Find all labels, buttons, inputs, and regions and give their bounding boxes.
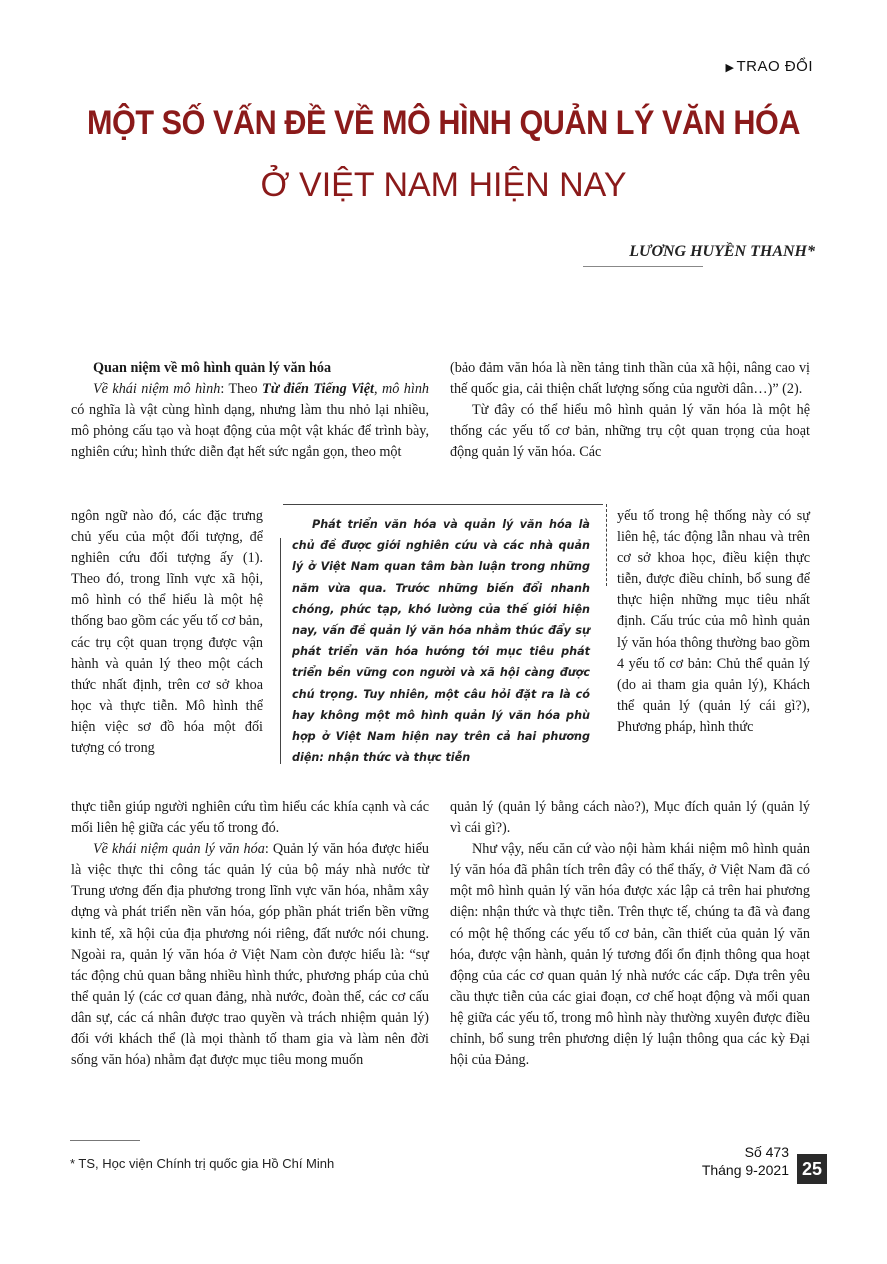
pull-quote-text: Phát triển văn hóa và quản lý văn hóa là chủ đề được giới nghiên cứu và các nhà quản lý ở Việt Nam quan tâm bàn luận trong những năm vừa qua. Trước những biến đổi nhanh chóng, phức tạp, khó lường của thế giới hiện nay, vấn đề quản lý văn hóa nhằm thúc đẩy sự phát triển văn hóa hướng tới mục tiêu phát triển bền vững con người và xã hội càng được chú trọng. Tuy nhiên, một câu hỏi đặt ra là có hay không một mô hình quản lý văn hóa phù hợp ở Việt Nam hiện nay trên cả hai phương diện: nhận thức và thực tiễn <box>292 518 590 765</box>
issue-number: Số 473 <box>744 1144 789 1160</box>
section-mark-icon: ▶ <box>725 62 735 74</box>
lead-model-concept: Về khái niệm mô hình <box>93 381 221 398</box>
paragraph-conclusion: Như vậy, nếu căn cứ vào nội hàm khái niệm mô hình quản lý văn hóa đã phân tích trên đây có thể thấy, ở Việt Nam đã có một mô hình quản lý văn hóa được xác lập cả trên hai phương diện: nhận thức và thực tiễn. Trên thực tế, chúng ta đã và đang có một hệ thống các yếu tố cơ bản, cần thiết của quản lý văn hóa, được vận hành, quản lý tương đối ổn định thông qua hoạt động của các cơ quan quản lý nhà nước các cấp. Dựa trên yêu cầu thực tiễn của các giai đoạn, cơ chế hoạt động và mối quan hệ giữa các yếu tố, trong mô hình này thường xuyên được điều chỉnh, bổ sung trên phương diện lý luận thông qua các kỳ Đại hội của Đảng. <box>450 841 810 1069</box>
article-author: LƯƠNG HUYỀN THANH* <box>629 243 815 260</box>
paragraph-structure-end: quản lý (quản lý bằng cách nào?), Mục đích quản lý (quản lý vì cái gì?). <box>450 799 810 837</box>
text-span: : Quản lý văn hóa được hiểu là việc thực thi công tác quản lý của bộ máy nhà nước từ Trung ương đến địa phương trong lĩnh vực văn hóa, nhằm xây dựng và phát triển nền văn hóa, góp phần phát triển bền vững kinh tế, xã hội của địa phương nói riêng, đất nước nói chung. Ngoài ra, quản lý văn hóa ở Việt Nam còn được hiểu là: “sự tác động chủ quan bằng nhiều hình thức, phương pháp của chủ thể quản lý (các cơ quan đảng, nhà nước, đoàn thể, các cơ cấu dân sự, các cá nhân được trao quyền và trách nhiệm quản lý) đối với khách thể (là mọi thành tố tham gia và làm nên đời sống văn hóa) nhằm đạt được mục tiêu mong muốn <box>71 841 429 1069</box>
left-column-narrow <box>71 506 263 759</box>
pull-quote-rule-left <box>280 538 281 764</box>
pull-quote-rule-right <box>606 504 607 586</box>
text-span: có nghĩa là vật cùng hình dạng, nhưng làm thu nhỏ lại nhiều, mô phỏng cấu tạo và hoạt động của một vật khác để trình bày, nghiên cứu; hình thức diễn đạt hết sức ngắn gọn, theo một <box>71 402 429 461</box>
paragraph-model-definition: Từ đây có thể hiểu mô hình quản lý văn hóa là một hệ thống các yếu tố cơ bản, những trụ cột quan trọng của hoạt động quản lý văn hóa. Các <box>450 402 810 461</box>
paragraph-model-structure: yếu tố trong hệ thống này có sự liên hệ, tác động lẫn nhau và trên cơ sở khoa học, điều kiện thực tiễn, được điều chỉnh, bổ sung để thực hiện những mục tiêu nhất định. Cấu trúc của mô hình quản lý văn hóa thông thường bao gồm 4 yếu tố cơ bản: Chủ thể quản lý (do ai tham gia quản lý), Khách thể quản lý (quản lý cái gì?), Phương pháp, hình thức <box>617 508 810 735</box>
section-label: TRAO ĐỔI <box>736 58 813 75</box>
paragraph-quote-end: (bảo đảm văn hóa là nền tảng tinh thần của xã hội, nâng cao vị thế quốc gia, cải thiện chất lượng sống của người dân…)” (2). <box>450 360 810 398</box>
text-span: , <box>374 381 382 398</box>
footnote-rule <box>70 1140 140 1141</box>
right-column-top <box>450 358 810 463</box>
right-column-bottom <box>450 797 810 1071</box>
page-number: 25 <box>797 1154 827 1184</box>
article-title-line2: Ở VIỆT NAM HIỆN NAY <box>260 166 627 204</box>
section-heading: Quan niệm về mô hình quản lý văn hóa <box>93 360 332 376</box>
section-tag <box>726 58 813 75</box>
issue-date: Tháng 9-2021 <box>701 1162 789 1178</box>
footnote: * TS, Học viện Chính trị quốc gia Hồ Chí Minh <box>70 1156 335 1171</box>
paragraph-model-continued: ngôn ngữ nào đó, các đặc trưng chủ yếu của một đối tượng, để nghiên cứu đối tượng ấy (1). Theo đó, trong lĩnh vực xã hội, mô hình có thể hiểu là một hệ thống bao gồm các yếu tố cơ bản, các trụ cột quan trọng được vận hành và quản lý theo một cách thức nhất định, trên cơ sở khoa học và thực tiễn. Mô hình thể hiện việc sơ đồ hóa một đối tượng có trong <box>71 508 263 757</box>
term-model: mô hình <box>382 381 430 398</box>
left-column-bottom <box>71 797 429 1071</box>
lead-management-concept: Về khái niệm quản lý văn hóa <box>93 841 265 858</box>
left-column-top <box>71 358 429 463</box>
paragraph-model-end: thực tiễn giúp người nghiên cứu tìm hiểu các khía cạnh và các mối liên hệ giữa các yếu tố trong đó. <box>71 799 429 837</box>
article-title-line1: MỘT SỐ VẤN ĐỀ VỀ MÔ HÌNH QUẢN LÝ VĂN HÓA <box>86 104 801 142</box>
paragraph-model-concept <box>71 379 429 463</box>
text-span: : Theo <box>220 381 263 398</box>
paragraph-management-concept <box>71 839 429 1071</box>
author-underline <box>583 266 703 267</box>
dictionary-title: Từ điển Tiếng Việt <box>262 381 374 398</box>
right-column-narrow <box>617 506 810 738</box>
